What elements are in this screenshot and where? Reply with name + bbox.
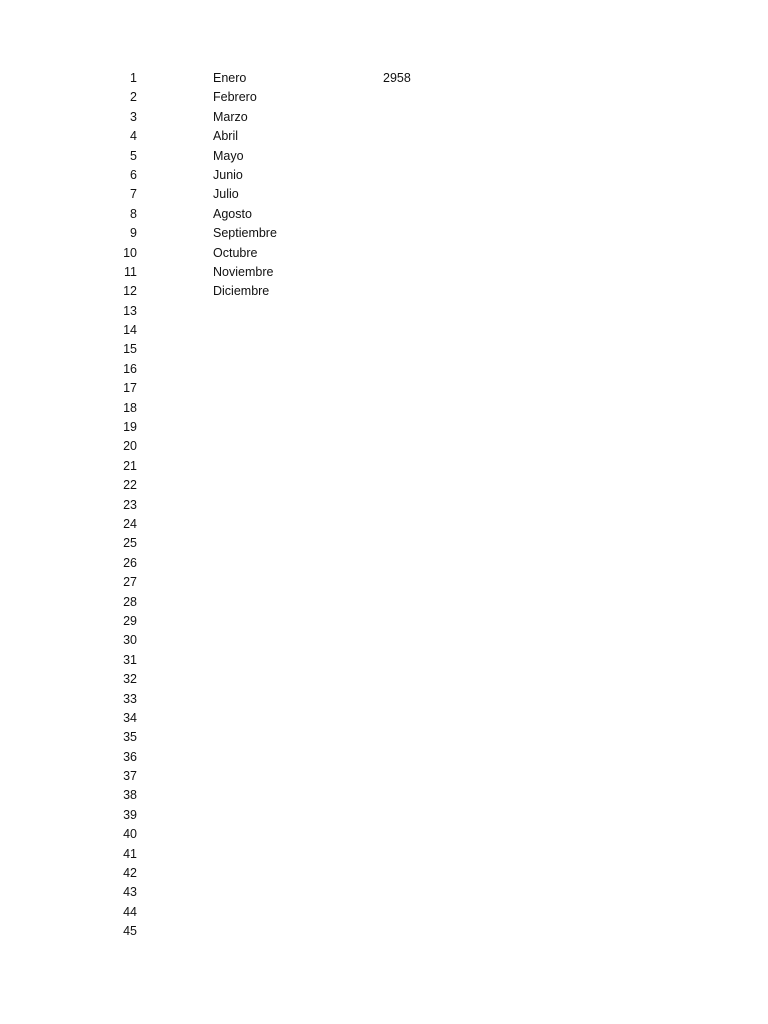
row-number-cell[interactable]: 8 [130,206,137,221]
month-cell[interactable]: Junio [213,167,243,182]
row-number-cell[interactable]: 19 [123,420,137,435]
table-row [0,224,768,243]
row-number-cell[interactable]: 27 [123,575,137,590]
row-number-cell[interactable]: 37 [123,769,137,784]
table-row [0,786,768,805]
month-cell[interactable]: Octubre [213,245,258,260]
row-number-cell[interactable]: 23 [123,497,137,512]
table-row [0,302,768,321]
table-row [0,147,768,166]
table-row [0,496,768,515]
table-row [0,108,768,127]
row-number-cell[interactable]: 42 [123,866,137,881]
month-cell[interactable]: Diciembre [213,284,270,299]
row-number-cell[interactable]: 11 [124,264,137,279]
table-row [0,127,768,146]
table-row [0,883,768,902]
table-row [0,185,768,204]
table-row [0,88,768,107]
month-cell[interactable]: Enero [213,71,247,85]
row-number-cell[interactable]: 20 [123,439,137,454]
table-row [0,612,768,631]
table-row [0,767,768,786]
table-row [0,554,768,573]
row-number-cell[interactable]: 39 [123,807,137,822]
row-number-cell[interactable]: 21 [123,458,137,473]
row-number-cell[interactable]: 34 [123,710,137,725]
row-number-cell[interactable]: 3 [130,109,137,124]
spreadsheet-table [0,69,768,942]
row-number-cell[interactable]: 40 [123,827,137,842]
row-number-cell[interactable]: 7 [130,187,137,202]
table-row [0,476,768,495]
table-row [0,825,768,844]
row-number-cell[interactable]: 32 [123,672,137,687]
table-row [0,437,768,456]
row-number-cell[interactable]: 35 [123,730,137,745]
table-row [0,515,768,534]
row-number-cell[interactable]: 5 [130,148,137,163]
table-row [0,922,768,941]
row-number-cell[interactable]: 26 [123,555,137,570]
row-number-cell[interactable]: 29 [123,613,137,628]
row-number-cell[interactable]: 22 [123,478,137,493]
table-row [0,534,768,553]
table-row [0,573,768,592]
table-row [0,864,768,883]
table-row [0,321,768,340]
row-number-cell[interactable]: 12 [123,284,137,299]
month-cell[interactable]: Abril [213,129,239,144]
row-number-cell[interactable]: 45 [123,924,137,939]
table-row [0,690,768,709]
row-number-cell[interactable]: 30 [123,633,137,648]
row-number-cell[interactable]: 36 [123,749,137,764]
table-row [0,845,768,864]
table-row [0,806,768,825]
row-number-cell[interactable]: 25 [123,536,137,551]
row-number-cell[interactable]: 33 [123,691,137,706]
table-row [0,340,768,359]
row-number-cell[interactable]: 1 [130,71,137,85]
table-row [0,670,768,689]
table-row [0,205,768,224]
table-row [0,418,768,437]
month-cell[interactable]: Agosto [213,206,252,221]
table-row [0,457,768,476]
row-number-cell[interactable]: 4 [130,129,137,144]
row-number-cell[interactable]: 16 [123,361,137,376]
table-row [0,399,768,418]
table-row [0,593,768,612]
row-number-cell[interactable]: 2 [130,90,137,105]
table-row [0,360,768,379]
month-cell[interactable]: Mayo [213,148,244,163]
month-cell[interactable]: Marzo [213,109,248,124]
table-row [0,263,768,282]
row-number-cell[interactable]: 24 [123,516,137,531]
row-number-cell[interactable]: 43 [123,885,137,900]
table-row [0,631,768,650]
table-row [0,379,768,398]
row-number-cell[interactable]: 17 [123,381,137,396]
table-row [0,244,768,263]
table-row [0,748,768,767]
row-number-cell[interactable]: 13 [123,303,137,318]
month-cell[interactable]: Septiembre [213,226,277,241]
row-number-cell[interactable]: 28 [123,594,137,609]
row-number-cell[interactable]: 10 [123,245,137,260]
row-number-cell[interactable]: 38 [123,788,137,803]
row-number-cell[interactable]: 15 [123,342,137,357]
row-number-cell[interactable]: 41 [123,846,137,861]
table-row [0,69,768,88]
table-row [0,728,768,747]
table-row [0,282,768,301]
table-row [0,166,768,185]
value-cell[interactable]: 2958 [383,71,411,85]
table-row [0,903,768,922]
table-row [0,651,768,670]
row-number-cell[interactable]: 9 [130,226,137,241]
row-number-cell[interactable]: 44 [123,904,137,919]
row-number-cell[interactable]: 14 [123,323,137,338]
month-cell[interactable]: Noviembre [213,264,274,279]
row-number-cell[interactable]: 31 [123,652,137,667]
table-row [0,709,768,728]
row-number-cell[interactable]: 18 [123,400,137,415]
month-cell[interactable]: Julio [213,187,239,202]
month-cell[interactable]: Febrero [213,90,257,105]
row-number-cell[interactable]: 6 [130,167,137,182]
